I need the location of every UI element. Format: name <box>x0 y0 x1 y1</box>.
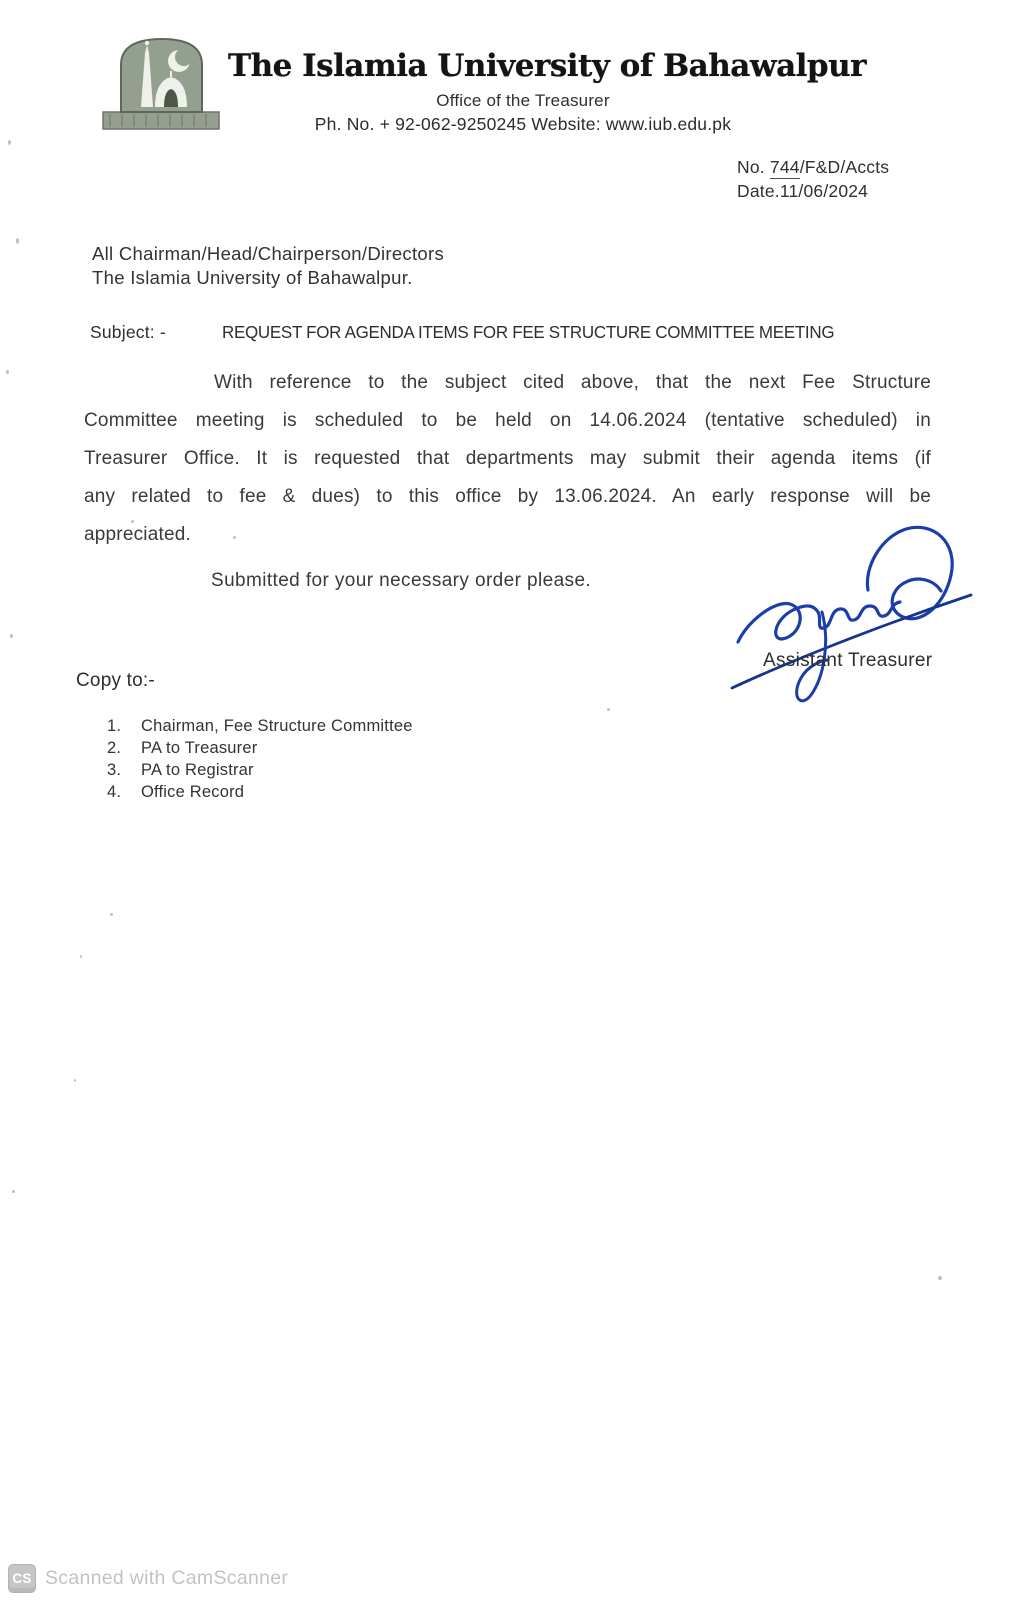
body-line: appreciated. <box>84 524 191 545</box>
ref-no-suffix: /F&D/Accts <box>799 157 890 177</box>
addressee-line2: The Islamia University of Bahawalpur. <box>92 266 413 288</box>
item-text: PA to Treasurer <box>141 739 258 757</box>
reference-number-line <box>737 155 889 179</box>
body-line: Treasurer Office. It is requested that departments may submit their agenda items (if <box>84 448 931 469</box>
scan-speck <box>12 1190 15 1193</box>
scan-speck <box>607 708 610 711</box>
scan-speck <box>16 238 19 244</box>
scan-speck <box>74 1079 76 1082</box>
contact-line: Ph. No. + 92-062-9250245 Website: www.iub.edu.pk <box>314 114 732 134</box>
scan-speck <box>8 140 11 145</box>
camscanner-icon: CS <box>8 1564 36 1593</box>
university-crest-logo <box>98 33 226 139</box>
scan-speck <box>233 536 236 539</box>
body-line: Committee meeting is scheduled to be held on 14.06.2024 (tentative scheduled) in <box>84 410 931 431</box>
scan-speck <box>10 634 13 638</box>
item-text: PA to Registrar <box>141 761 254 779</box>
addressee-line1: All Chairman/Head/Chairperson/Directors <box>92 243 445 264</box>
ref-no-number: 744 <box>769 157 800 177</box>
reference-date-line: Date.11/06/2024 <box>737 181 869 201</box>
subject-text: REQUEST FOR AGENDA ITEMS FOR FEE STRUCTURE COMMITTEE MEETING <box>222 322 835 342</box>
signatory-title: Assistant Treasurer <box>763 650 933 671</box>
copy-to-item <box>107 760 413 782</box>
signature-ink <box>718 512 986 710</box>
item-number: 2. <box>107 739 122 757</box>
office-subtitle: Office of the Treasurer <box>436 91 610 110</box>
item-text: Chairman, Fee Structure Committee <box>141 717 413 735</box>
copy-to-item <box>107 782 413 804</box>
scan-speck <box>938 1276 942 1280</box>
scan-speck <box>110 913 113 916</box>
letterhead <box>228 48 866 135</box>
scan-speck <box>131 520 134 523</box>
item-number: 3. <box>107 761 122 779</box>
scan-speck <box>80 955 82 958</box>
closing-line: Submitted for your necessary order please. <box>211 570 592 591</box>
copy-to-list <box>107 716 413 804</box>
copy-to-item <box>107 738 413 760</box>
copy-to-item <box>107 716 413 738</box>
camscanner-footer <box>8 1564 288 1593</box>
item-number: 4. <box>107 783 122 801</box>
subject-row <box>90 322 950 343</box>
camscanner-text: Scanned with CamScanner <box>45 1567 289 1589</box>
copy-to-label: Copy to:- <box>76 670 155 691</box>
crest-icon <box>98 33 226 139</box>
scan-speck <box>6 370 9 374</box>
subject-label: Subject: - <box>90 322 166 342</box>
body-line: any related to fee & dues) to this office by 13.06.2024. An early response will be <box>84 486 931 507</box>
university-name: The Islamia University of Bahawalpur <box>228 48 866 84</box>
item-number: 1. <box>107 717 122 735</box>
ref-no-prefix: No. <box>737 157 770 177</box>
addressee-block <box>92 242 444 289</box>
reference-block <box>737 155 889 203</box>
item-text: Office Record <box>141 783 245 801</box>
body-line: With reference to the subject cited above, that the next Fee Structure <box>214 372 931 393</box>
